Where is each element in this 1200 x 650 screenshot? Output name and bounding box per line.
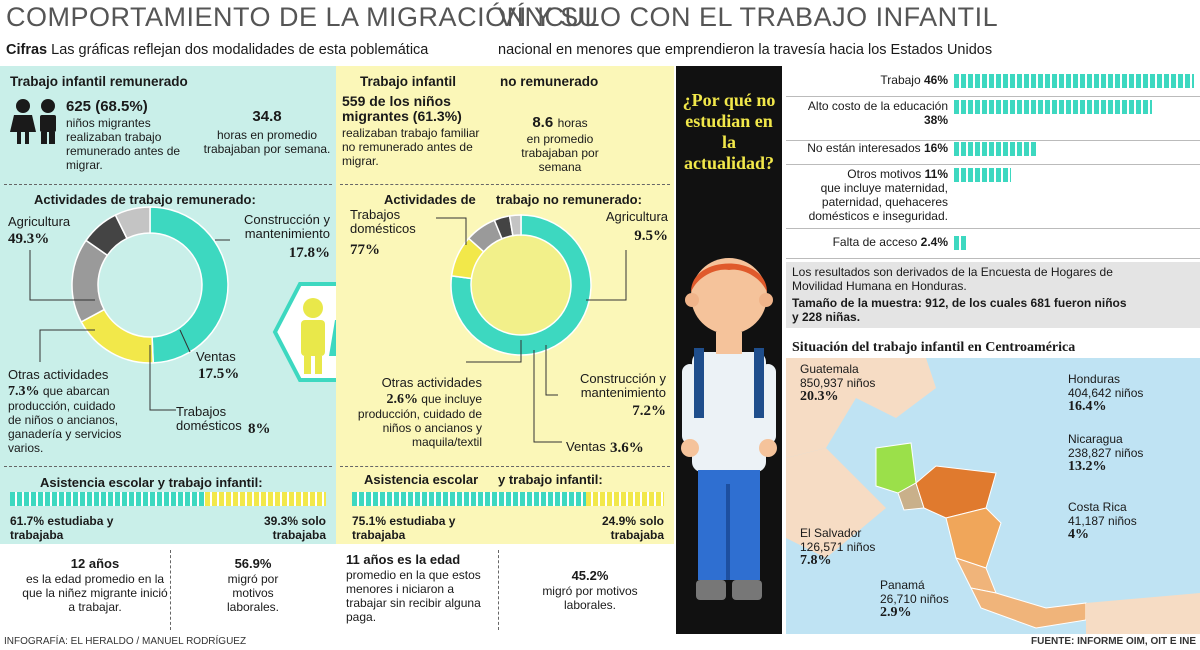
- reason-value: 38%: [923, 113, 948, 127]
- student-illustration: [664, 244, 794, 630]
- unpaid-hours: 8.6: [532, 114, 554, 131]
- paid-agri-value: 49.3%: [8, 231, 50, 247]
- unpaid-otras-desc: que incluye producción, cuidado de niños o ancianos y maquila/textil: [357, 392, 482, 449]
- paid-migr-text: migró por motivos laborales.: [226, 572, 280, 614]
- reason-label: [786, 235, 948, 249]
- unpaid-migr-text: migró por motivos laborales.: [542, 584, 638, 612]
- paid-otras-label: Otras actividades: [8, 367, 109, 382]
- reason-label: [786, 167, 948, 223]
- country-pct: 16.4%: [1068, 399, 1107, 414]
- paid-count-text: niños migrantes realizaban trabajo remunerado antes de migrar.: [66, 116, 181, 172]
- paid-age: 12 años: [70, 556, 120, 571]
- unpaid-dom-value: 77%: [350, 242, 380, 258]
- reason-extra: que incluye maternidad, paternidad, quehaceres domésticos e inseguridad.: [808, 181, 948, 223]
- unpaid-act-a: Actividades de: [384, 192, 476, 207]
- paid-hours: 34.8: [252, 108, 282, 125]
- paid-school-heading: Asistencia escolar y trabajo infantil:: [40, 475, 263, 490]
- subtitle-bold: Cifras: [6, 42, 48, 58]
- country-count: 850,937 niños: [800, 376, 876, 390]
- reason-name: Trabajo: [880, 73, 924, 87]
- paid-hours-text: horas en promedio trabajaban por semana.: [203, 128, 331, 156]
- unpaid-heading-a: Trabajo infantil: [360, 74, 457, 89]
- country-count: 26,710 niños: [880, 592, 949, 606]
- reason-value: 16%: [923, 141, 948, 155]
- paid-cons-value: 17.8%: [288, 245, 330, 261]
- country-name: Nicaragua: [1068, 432, 1123, 446]
- unpaid-only-work: 24.9% solo trabajaba: [601, 514, 664, 542]
- paid-count: 625 (68.5%): [66, 98, 148, 115]
- paid-dom-value: 8%: [248, 421, 271, 437]
- title-right: VÍNCULO CON EL TRABAJO INFANTIL: [498, 2, 999, 32]
- country-pct: 13.2%: [1068, 459, 1107, 474]
- reason-label: [786, 99, 948, 127]
- country-name: El Salvador: [800, 526, 862, 540]
- paid-cons-label: Construcción y mantenimiento: [244, 212, 330, 241]
- paid-dom-label: [176, 405, 256, 433]
- divider: [4, 466, 332, 467]
- unpaid-age-text: promedio en la que estos menores i niciaron a trabajar sin recibir alguna paga.: [346, 568, 481, 624]
- country-pct: 20.3%: [800, 389, 839, 404]
- paid-agri-label: Agricultura: [8, 214, 71, 229]
- country-name: Guatemala: [800, 362, 859, 376]
- country-name: Panamá: [880, 578, 925, 592]
- unpaid-school-b: y trabajo infantil:: [498, 472, 603, 487]
- reason-value: 11%: [924, 167, 948, 181]
- country-name: Honduras: [1068, 372, 1121, 386]
- paid-only-work: 39.3% solo trabajaba: [263, 514, 326, 542]
- country-label: [1068, 372, 1178, 414]
- divider: [786, 228, 1200, 229]
- unpaid-otras-value: 2.6%: [386, 392, 418, 407]
- paid-otras-text: [8, 384, 128, 455]
- paid-dom-label-text: Trabajos domésticos: [176, 404, 242, 433]
- unpaid-work-segment: [586, 492, 664, 506]
- unpaid-otras-label: Otras actividades: [381, 375, 482, 390]
- country-pct: 4%: [1068, 527, 1089, 542]
- unpaid-school-bar: [352, 492, 664, 506]
- unpaid-cons-value: 7.2%: [632, 403, 666, 419]
- paid-otras-value: 7.3%: [8, 384, 40, 399]
- divider: [340, 466, 670, 467]
- unpaid-hours-text: en promedio trabajaban por semana: [521, 132, 599, 174]
- country-count: 404,642 niños: [1068, 386, 1144, 400]
- unpaid-ventas-value: 3.6%: [610, 440, 644, 456]
- reason-bar: [954, 168, 1011, 182]
- survey-sample: Tamaño de la muestra: 912, de los cuales 681 fueron niños y 228 niñas.: [792, 296, 1127, 324]
- unpaid-otras-text: [356, 392, 482, 449]
- unpaid-hours-unit: horas: [557, 116, 588, 130]
- divider: [786, 96, 1200, 97]
- title-left: COMPORTAMIENTO DE LA MIGRACIÓN Y SU: [6, 2, 599, 32]
- country-pct: 7.8%: [800, 553, 832, 568]
- unpaid-agri-value: 9.5%: [634, 228, 668, 244]
- reason-bar: [954, 74, 1194, 88]
- map-heading: Situación del trabajo infantil en Centroamérica: [792, 340, 1076, 355]
- unpaid-migr: 45.2%: [571, 568, 609, 583]
- paid-otras-desc: que abarcan producción, cuidado de niños o ancianos, ganadería y servicios varios.: [8, 384, 122, 455]
- paid-study: 61.7% estudiaba y trabajaba: [10, 514, 114, 542]
- paid-age-text: es la edad promedio en la que la niñez migrante inició a trabajar.: [22, 572, 168, 614]
- unpaid-age: 11 años es la edad: [346, 552, 461, 567]
- country-label: [880, 578, 990, 620]
- unpaid-cons-label: Construcción y mantenimiento: [580, 371, 666, 400]
- paid-work-segment: [205, 492, 326, 506]
- reason-name: Alto costo de la educación: [807, 99, 948, 113]
- unpaid-count: 559 de los niños migrantes (61.3%): [342, 93, 462, 124]
- paid-heading: Trabajo infantil remunerado: [10, 74, 188, 89]
- unpaid-heading-b: no remunerado: [500, 74, 599, 89]
- subtitle-left-text: Las gráficas reflejan dos modalidades de esta poblemática: [51, 42, 429, 58]
- reason-bar: [954, 100, 1152, 114]
- reason-value: 2.4%: [920, 235, 948, 249]
- country-label: [1068, 500, 1178, 542]
- paid-ventas-value: 17.5%: [198, 366, 240, 382]
- paid-migr: 56.9%: [234, 556, 272, 571]
- footer-source: FUENTE: INFORME OIM, OIT E INE: [1031, 636, 1196, 647]
- question-text: ¿Por qué no estudian en la actualidad?: [682, 90, 776, 173]
- paid-activities-heading: Actividades de trabajo remunerado:: [34, 192, 256, 207]
- unpaid-school-a: Asistencia escolar: [364, 472, 479, 487]
- unpaid-agri-label: Agricultura: [605, 209, 668, 224]
- reason-name: Falta de acceso: [832, 235, 921, 249]
- reason-label: [786, 141, 948, 155]
- country-count: 41,187 niños: [1068, 514, 1137, 528]
- unpaid-act-b: trabajo no remunerado:: [496, 192, 642, 207]
- divider: [786, 164, 1200, 165]
- unpaid-ventas-label: Ventas: [566, 439, 606, 454]
- unpaid-count-text: realizaban trabajo familiar no remunerado antes de migrar.: [342, 126, 480, 168]
- unpaid-study-segment: [352, 492, 586, 506]
- reason-bar: [954, 142, 1037, 156]
- reason-value: 46%: [923, 73, 948, 87]
- reason-bar: [954, 236, 967, 250]
- country-name: Costa Rica: [1068, 500, 1127, 514]
- unpaid-dom-label: Trabajos domésticos: [350, 207, 416, 236]
- country-label: [1068, 432, 1178, 474]
- divider: [786, 258, 1200, 259]
- country-pct: 2.9%: [880, 605, 912, 620]
- paid-ventas-label: Ventas: [196, 349, 236, 364]
- footer-credit: INFOGRAFÍA: EL HERALDO / MANUEL RODRÍGUEZ: [4, 636, 247, 647]
- country-label: [800, 526, 910, 568]
- paid-school-bar: [10, 492, 326, 506]
- reason-label: [786, 73, 948, 87]
- divider: [170, 550, 171, 630]
- survey-text: Los resultados son derivados de la Encuesta de Hogares de Movilidad Humana en Honduras.: [792, 265, 1113, 293]
- country-count: 238,827 niños: [1068, 446, 1144, 460]
- divider: [498, 550, 499, 630]
- country-label: [800, 362, 910, 404]
- country-count: 126,571 niños: [800, 540, 876, 554]
- reason-name: No están interesados: [807, 141, 924, 155]
- paid-study-segment: [10, 492, 205, 506]
- unpaid-study: 75.1% estudiaba y trabajaba: [352, 514, 456, 542]
- reason-name: Otros motivos: [847, 167, 925, 181]
- subtitle-right: nacional en menores que emprendieron la travesía hacia los Estados Unidos: [498, 42, 993, 58]
